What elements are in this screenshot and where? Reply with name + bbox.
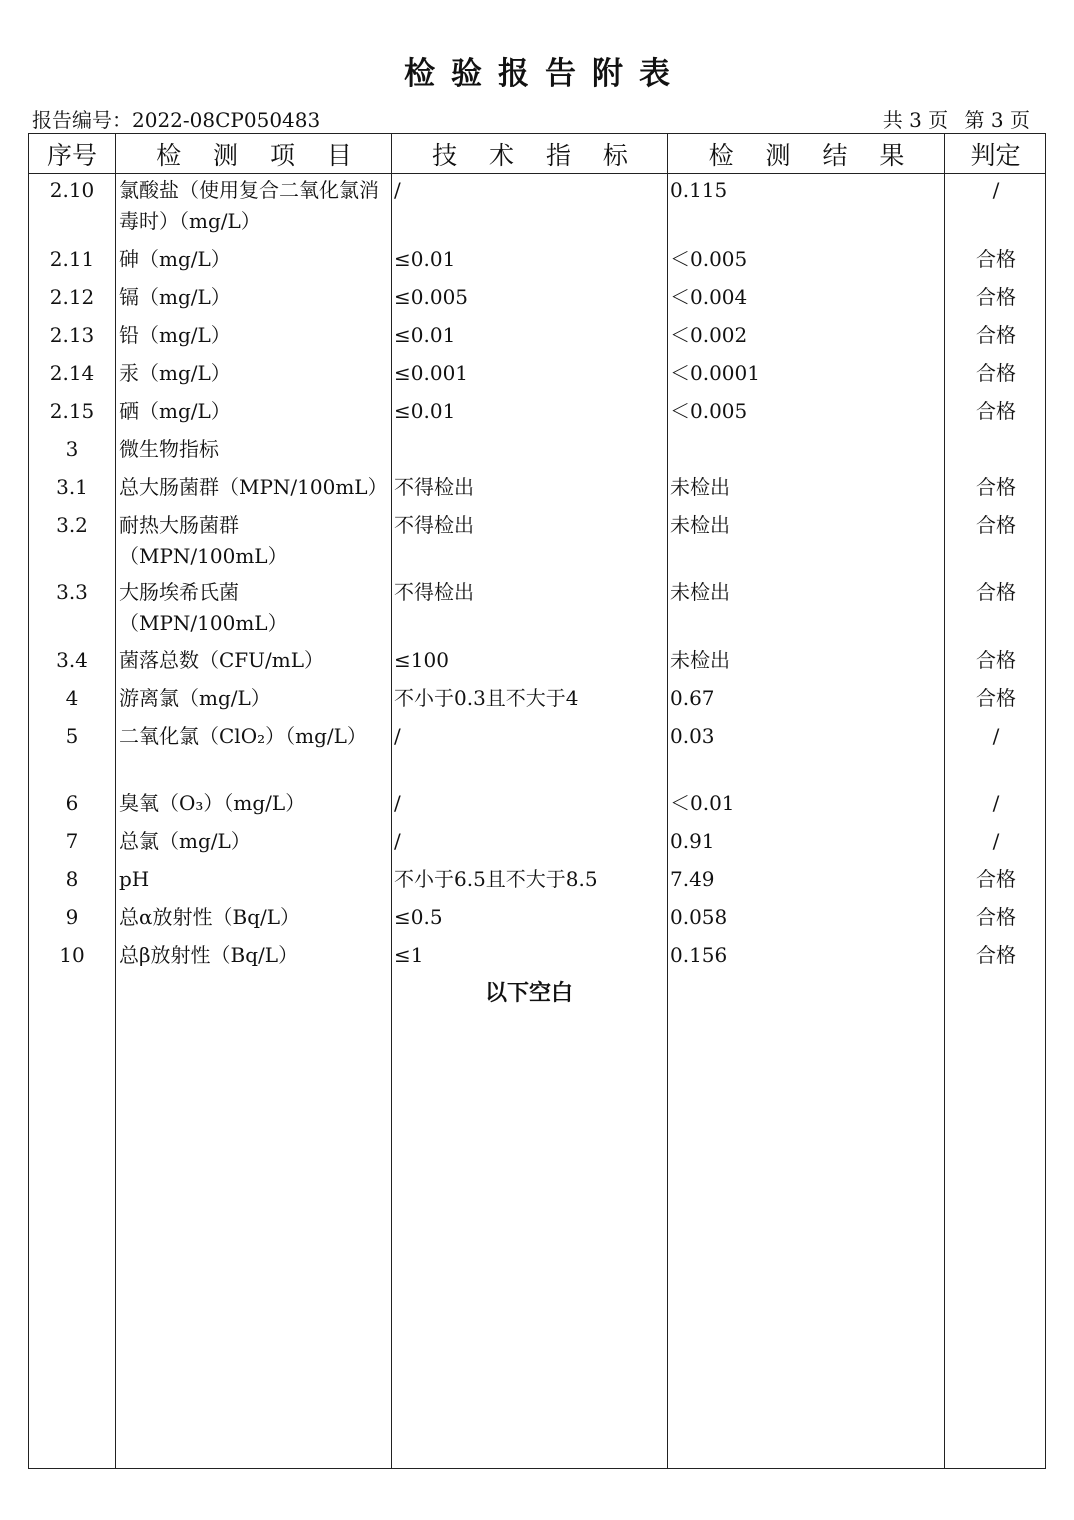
column-divider	[115, 134, 116, 1468]
row-item: 镉（mg/L）	[119, 285, 231, 309]
row-result: ＜0.002	[670, 323, 748, 347]
row-number: 2.13	[49, 323, 95, 347]
row-result: 0.156	[670, 943, 728, 967]
row-number: 3.2	[56, 513, 88, 537]
row-judge: 合格	[976, 475, 1016, 499]
row-spec: ≤100	[394, 648, 449, 672]
row-result: ＜0.005	[670, 399, 748, 423]
row-number: 9	[65, 905, 79, 929]
row-judge: /	[992, 724, 1000, 748]
report-number: 报告编号：2022-08CP050483	[32, 108, 321, 132]
report-title: 检验报告附表	[404, 56, 686, 92]
row-number: 7	[65, 829, 79, 853]
header-judge: 判定	[970, 140, 1021, 170]
row-number: 3	[65, 437, 79, 461]
row-spec: ≤0.001	[394, 361, 469, 385]
row-item: pH	[119, 867, 150, 891]
header-divider	[29, 173, 1045, 174]
row-judge: /	[992, 178, 1000, 202]
row-judge: 合格	[976, 247, 1016, 271]
row-item: 总β放射性（Bq/L）	[119, 943, 299, 967]
row-number: 2.11	[49, 247, 95, 271]
row-result: 未检出	[670, 475, 730, 499]
results-table	[28, 133, 1046, 1469]
row-item: 硒（mg/L）	[119, 399, 231, 423]
row-result: ＜0.0001	[670, 361, 760, 385]
row-number: 6	[65, 791, 79, 815]
row-judge: /	[992, 791, 1000, 815]
row-judge: 合格	[976, 399, 1016, 423]
row-spec: 不小于0.3且不大于4	[394, 686, 579, 710]
column-divider	[667, 134, 668, 1468]
row-item: 汞（mg/L）	[119, 361, 231, 385]
row-spec: ≤0.01	[394, 247, 456, 271]
row-number: 2.15	[49, 399, 95, 423]
row-item: 臭氧（O₃）（mg/L）	[119, 791, 306, 815]
row-spec: ≤0.5	[394, 905, 443, 929]
row-item: 砷（mg/L）	[119, 247, 231, 271]
row-spec: /	[394, 829, 401, 853]
column-divider	[391, 134, 392, 1468]
header-no: 序号	[46, 140, 97, 170]
header-result: 检 测 结 果	[708, 140, 917, 170]
row-judge: 合格	[976, 686, 1016, 710]
row-item: 菌落总数（CFU/mL）	[119, 648, 325, 672]
row-spec: ≤0.01	[394, 323, 456, 347]
row-number: 2.10	[49, 178, 95, 202]
page-indicator	[873, 108, 1030, 132]
page-total: 共 3 页	[882, 108, 949, 132]
row-number: 2.12	[49, 285, 95, 309]
blank-note: 以下空白	[484, 981, 573, 1006]
row-number: 3.1	[56, 475, 88, 499]
row-spec: /	[394, 724, 401, 748]
row-number: 3.4	[56, 648, 88, 672]
row-item: 总大肠菌群（MPN/100mL）	[119, 475, 388, 499]
row-item: 耐热大肠菌群（MPN/100mL）	[119, 513, 288, 568]
row-result: 0.03	[670, 724, 715, 748]
row-spec: 不得检出	[394, 475, 474, 499]
row-result: 未检出	[670, 580, 730, 604]
row-judge: /	[992, 829, 1000, 853]
row-item: 总氯（mg/L）	[119, 829, 251, 853]
row-result: ＜0.005	[670, 247, 748, 271]
row-result: ＜0.004	[670, 285, 748, 309]
row-result: 0.115	[670, 178, 728, 202]
row-item: 微生物指标	[119, 437, 219, 461]
row-item: 总α放射性（Bq/L）	[119, 905, 301, 929]
row-number: 4	[65, 686, 79, 710]
row-number: 2.14	[49, 361, 95, 385]
row-result: 0.058	[670, 905, 728, 929]
row-spec: /	[394, 178, 401, 202]
row-number: 8	[65, 867, 79, 891]
row-number: 10	[59, 943, 85, 967]
row-judge: 合格	[976, 580, 1016, 604]
row-number: 5	[65, 724, 79, 748]
row-judge: 合格	[976, 905, 1016, 929]
row-result: 0.91	[670, 829, 715, 853]
row-result: ＜0.01	[670, 791, 735, 815]
page-current: 第 3 页	[964, 108, 1030, 132]
column-divider	[944, 134, 945, 1468]
header-item: 检 测 项 目	[156, 140, 364, 170]
row-judge: 合格	[976, 323, 1016, 347]
row-spec: ≤0.01	[394, 399, 456, 423]
header-spec: 技 术 指 标	[432, 140, 640, 170]
row-item: 大肠埃希氏菌（MPN/100mL）	[119, 580, 288, 635]
row-item: 二氧化氯（ClO₂）（mg/L）	[119, 724, 367, 748]
row-spec: 不小于6.5且不大于8.5	[394, 867, 598, 891]
row-result: 0.67	[670, 686, 715, 710]
row-spec: ≤0.005	[394, 285, 469, 309]
row-item: 铅（mg/L）	[119, 323, 231, 347]
row-judge: 合格	[976, 361, 1016, 385]
row-number: 3.3	[56, 580, 88, 604]
row-judge: 合格	[976, 867, 1016, 891]
row-spec: /	[394, 791, 401, 815]
row-judge: 合格	[976, 513, 1016, 537]
row-item: 游离氯（mg/L）	[119, 686, 271, 710]
row-result: 未检出	[670, 648, 730, 672]
row-result: 未检出	[670, 513, 730, 537]
row-spec: ≤1	[394, 943, 424, 967]
row-item: 氯酸盐（使用复合二氧化氯消毒时）（mg/L）	[119, 178, 379, 233]
row-spec: 不得检出	[394, 580, 474, 604]
row-judge: 合格	[976, 943, 1016, 967]
row-judge: 合格	[976, 285, 1016, 309]
row-spec: 不得检出	[394, 513, 474, 537]
row-judge: 合格	[976, 648, 1016, 672]
row-result: 7.49	[670, 867, 715, 891]
